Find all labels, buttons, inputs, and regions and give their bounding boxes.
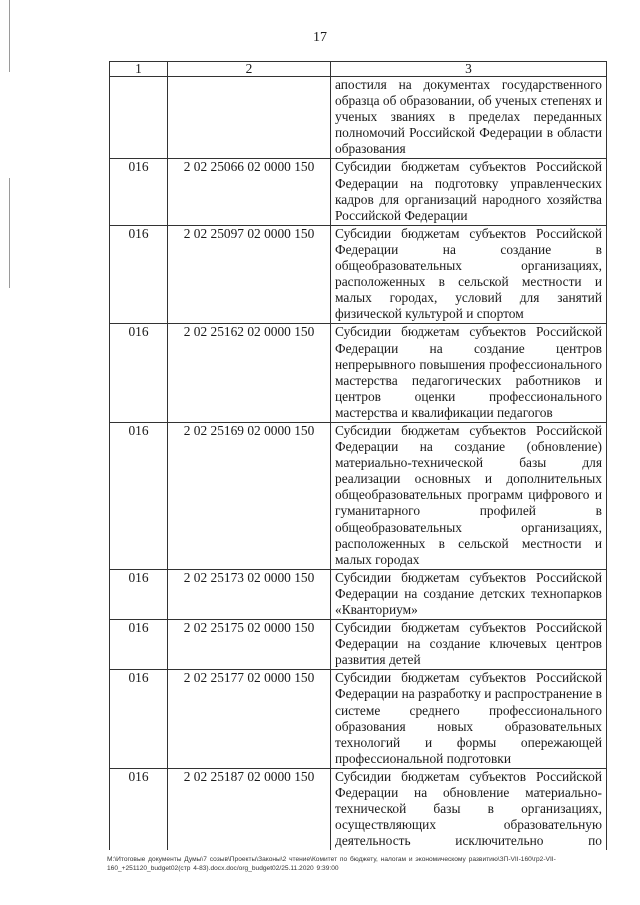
revenue-description-cell: Субсидии бюджетам субъектов Российской Федерации на создание в общеобразовательных организациях, расположенных в сельской местности и малых городах, условий для занятий физической культурой и спортом	[331, 225, 607, 324]
table-row	[110, 324, 607, 423]
revenue-description-cell: Субсидии бюджетам субъектов Российской Федерации на подготовку управленческих кадров для организаций народного хозяйства Российской Федерации	[331, 159, 607, 225]
revenue-description-cell: апостиля на документах государственного образца об образовании, об ученых степенях и ученых званиях в пределах переданных полномочий Российской Федерации в области образования	[331, 77, 607, 159]
revenue-description-cell: Субсидии бюджетам субъектов Российской Федерации на разработку и распространение в системе среднего профессионального образования новых образовательных технологий и формы опережающей профессиональной подготовки	[331, 670, 607, 769]
admin-code-cell: 016	[110, 620, 168, 670]
admin-code-cell: 016	[110, 422, 168, 569]
revenue-description-cell: Субсидии бюджетам субъектов Российской Федерации на обновление материально-технической базы в организациях, осуществляющих образовательную деятельность исключительно по	[331, 768, 607, 850]
table-row	[110, 422, 607, 569]
admin-code-cell: 016	[110, 225, 168, 324]
table-row	[110, 620, 607, 670]
revenue-codes-table	[109, 61, 607, 850]
revenue-code-cell: 2 02 25066 02 0000 150	[168, 159, 331, 225]
revenue-description-cell: Субсидии бюджетам субъектов Российской Федерации на создание ключевых центров развития детей	[331, 620, 607, 670]
admin-code-cell	[110, 77, 168, 159]
column-header: 3	[331, 62, 607, 77]
revenue-description-cell: Субсидии бюджетам субъектов Российской Федерации на создание центров непрерывного повышения профессионального мастерства педагогических работников и центров оценки профессионального мастерства и квалификации педагогов	[331, 324, 607, 423]
table-row	[110, 225, 607, 324]
revenue-code-cell	[168, 77, 331, 159]
revenue-code-cell: 2 02 25187 02 0000 150	[168, 768, 331, 850]
admin-code-cell: 016	[110, 324, 168, 423]
file-path-footer: M:\Итоговые документы Думы\7 созыв\Проекты\Законы\2 чтение\Комитет по бюджету, налогам и экономическому развитию\ЗП-VII-160\гр2-VII-160_+251120_budget02(стр 4-83).docx.doc/org_budget02/25.11.2020 9:39:00	[107, 856, 556, 872]
table-row	[110, 159, 607, 225]
table-row	[110, 569, 607, 619]
scan-edge-mark	[9, 178, 10, 288]
table-header-row	[110, 62, 607, 77]
revenue-description-cell: Субсидии бюджетам субъектов Российской Федерации на создание (обновление) материально-технической базы для реализации основных и дополнительных общеобразовательных программ цифрового и гуманитарного профилей в общеобразовательных организациях, расположенных в сельской местности и малых городах	[331, 422, 607, 569]
page-number: 17	[313, 30, 327, 45]
revenue-code-cell: 2 02 25175 02 0000 150	[168, 620, 331, 670]
table-row	[110, 77, 607, 159]
scan-edge-mark	[9, 0, 10, 72]
revenue-code-cell: 2 02 25169 02 0000 150	[168, 422, 331, 569]
revenue-code-cell: 2 02 25097 02 0000 150	[168, 225, 331, 324]
admin-code-cell: 016	[110, 768, 168, 850]
revenue-description-cell: Субсидии бюджетам субъектов Российской Федерации на создание детских технопарков «Кванториум»	[331, 569, 607, 619]
revenue-code-cell: 2 02 25173 02 0000 150	[168, 569, 331, 619]
admin-code-cell: 016	[110, 569, 168, 619]
admin-code-cell: 016	[110, 670, 168, 769]
admin-code-cell: 016	[110, 159, 168, 225]
column-header: 2	[168, 62, 331, 77]
column-header: 1	[110, 62, 168, 77]
table-row	[110, 768, 607, 850]
table-row	[110, 670, 607, 769]
revenue-code-cell: 2 02 25177 02 0000 150	[168, 670, 331, 769]
revenue-code-cell: 2 02 25162 02 0000 150	[168, 324, 331, 423]
